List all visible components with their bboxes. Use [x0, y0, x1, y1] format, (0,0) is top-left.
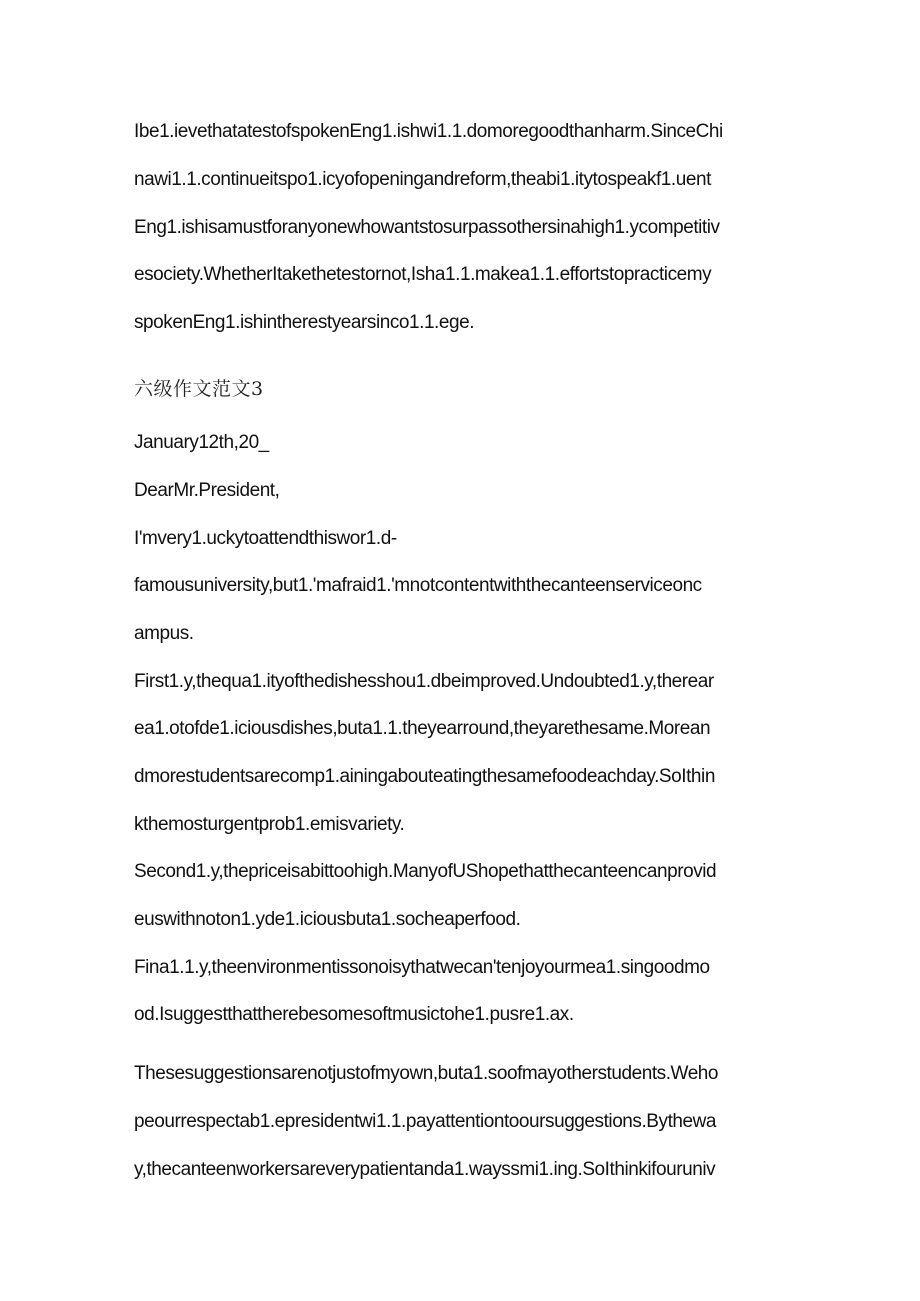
final-point-line-2: od.Isuggestthattherebesomesoftmusictohe1.pusre1.ax.: [134, 1004, 574, 1025]
intro-line-4: esociety.WhetherItakethetestornot,Isha1.1.makea1.1.effortstopracticemy: [134, 264, 712, 285]
section-heading: 六级作文范文3: [134, 378, 264, 400]
opening-line-1: I'mvery1.uckytoattendthiswor1.d-: [134, 528, 397, 549]
opening-line-3: ampus.: [134, 623, 194, 644]
first-point-line-2: ea1.otofde1.iciousdishes,buta1.1.theyearround,theyarethesame.Morean: [134, 718, 711, 739]
intro-line-2: nawi1.1.continueitspo1.icyofopeningandreform,theabi1.itytospeakf1.uent: [134, 169, 711, 190]
closing-line-3: y,thecanteenworkersareverypatientanda1.wayssmi1.ing.SoIthinkifouruniv: [134, 1159, 716, 1180]
intro-line-1: Ibe1.ievethatatestofspokenEng1.ishwi1.1.domoregoodthanharm.SinceChi: [134, 121, 723, 142]
first-point-line-1: First1.y,thequa1.ityofthedishesshou1.dbeimproved.Undoubted1.y,therear: [134, 671, 714, 692]
opening-line-2: famousuniversity,but1.'mafraid1.'mnotcontentwiththecanteenserviceonc: [134, 575, 702, 596]
second-point-line-2: euswithnoton1.yde1.iciousbuta1.socheaperfood.: [134, 909, 521, 930]
first-point-line-4: kthemosturgentprob1.emisvariety.: [134, 814, 405, 835]
final-point-line-1: Fina1.1.y,theenvironmentissonoisythatwecan'tenjoyourmea1.singoodmo: [134, 957, 710, 978]
second-point-line-1: Second1.y,thepriceisabittoohigh.ManyofUShopethatthecanteencanprovid: [134, 861, 717, 882]
intro-line-5: spokenEng1.ishintherestyearsinco1.1.ege.: [134, 312, 475, 333]
first-point-line-3: dmorestudentsarecomp1.ainingabouteatingthesamefoodeachday.SoIthin: [134, 766, 715, 787]
intro-line-3: Eng1.ishisamustforanyonewhowantstosurpassothersinahigh1.ycompetitiv: [134, 217, 720, 238]
closing-line-1: Thesesuggestionsarenotjustofmyown,buta1.soofmayotherstudents.Weho: [134, 1063, 719, 1084]
closing-line-2: peourrespectab1.epresidentwi1.1.payattentiontooursuggestions.Bythewa: [134, 1111, 717, 1132]
letter-date: January12th,20_: [134, 432, 269, 453]
letter-salutation: DearMr.President,: [134, 480, 280, 501]
